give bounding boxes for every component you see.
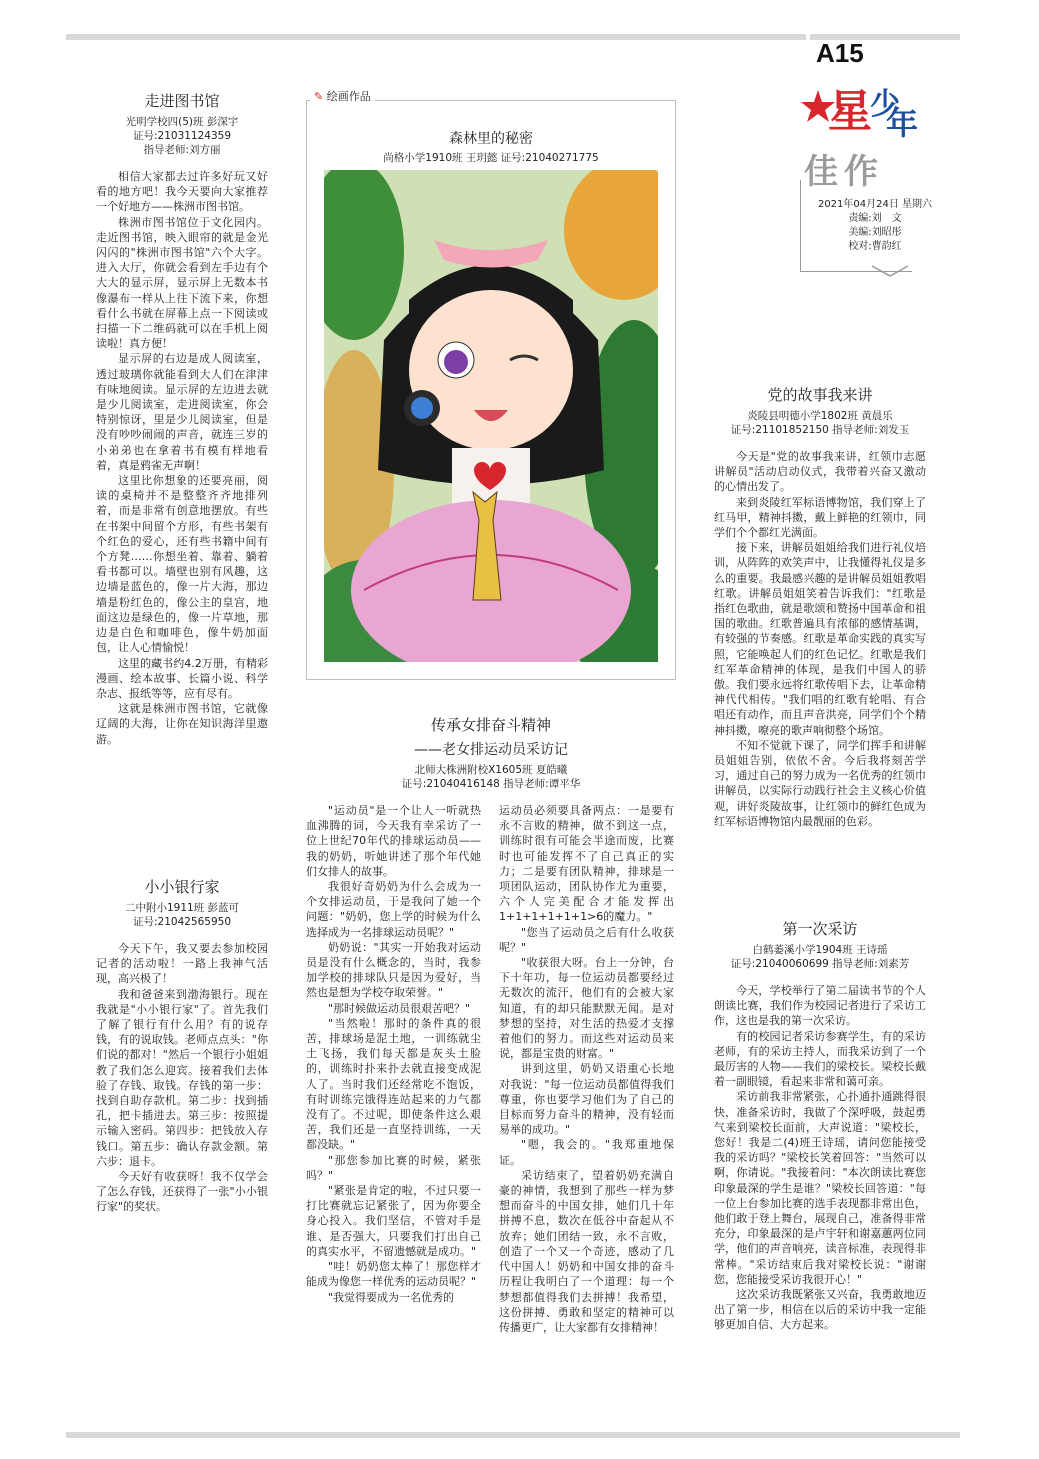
paragraph: "当然啦！那时的条件真的很苦，排球场是泥土地，一训练就尘土飞扬，我们每天都是灰头土脸的，训练时扑来扑去就直接变成泥人了。当时我们还经常吃不饱饭，有时训练完饿得连站起来的力气都没有了。不过呢，即使条件这么艰苦，我们还是一直坚持训练，一天都没缺。"	[306, 1016, 481, 1152]
paragraph: 采访结束了，望着奶奶充满自豪的神情，我想到了那些一样为梦想而奋斗的中国女排，她们几十年拼搏不息，数次在低谷中奋起从不放弃；她们团结一致，永不言败，创造了一个又一个奇迹，感动了几代中国人！奶奶和中国女排的奋斗历程让我明白了一个道理：每一个梦想都值得我们去拼搏！我希望，这份拼搏、勇敢和坚定的精神可以传播更广，让大家都有女排精神！	[499, 1168, 674, 1334]
pencil-icon: ✎	[314, 90, 324, 103]
painting-byline: 尚格小学1910班 王玥懿 证号:21040271775	[383, 152, 599, 164]
article-title: 党的故事我来讲	[767, 386, 873, 404]
article-id: 证号:21031124359	[132, 130, 232, 142]
bottom-rule	[66, 1432, 960, 1438]
paragraph: 今天是"党的故事我来讲，红领巾志愿讲解员"活动启动仪式，我带着兴奋又激动的心情出发了。	[714, 450, 926, 494]
paragraph: "您当了运动员之后有什么收获呢？"	[499, 925, 674, 954]
paragraph: 今天，学校举行了第二届读书节的个人朗读比赛，我们作为校园记者进行了采访工作，这也是我的第一次采访。	[714, 984, 926, 1028]
paragraph: 这就是株洲市图书馆，它就像辽阔的大海，让你在知识海洋里遨游。	[96, 702, 268, 746]
paragraph: "运动员"是一个让人一听就热血沸腾的词，今天我有幸采访了一位上世纪70年代的排球运动员——我的奶奶，听她讲述了那个年代她们女排人的故事。	[306, 804, 481, 878]
article-author: 二中附小1911班 彭蓝可	[124, 902, 240, 914]
paragraph: 这里比你想象的还要亮丽，阅读的桌椅并不是整整齐齐地排列着，而是非常有创意地摆放。有些在书架中间留个方形，有些书架有个红色的爱心，还有些书籍中间有个方凳……你想坐着、靠着、躺着看书都可以。墙壁也别有风趣，这边墙是蓝色的，像一片大海，那边墙是粉红色的，像公主的皇宫，地面这边是绿色的，像一片草地，那边是白色和咖啡色，像牛奶加面包，让人心情愉悦！	[96, 474, 268, 655]
paragraph: 讲到这里，奶奶又语重心长地对我说："每一位运动员都值得我们尊重，你也要学习他们为了自己的目标而努力奋斗的精神，没有轻而易举的成功。"	[499, 1062, 674, 1137]
svg-text:少: 少	[870, 87, 900, 122]
paragraph: 接下来，讲解员姐姐给我们进行礼仪培训，从阵阵的欢笑声中，让我懂得礼仪是多么的重要。我最感兴趣的是讲解员姐姐教唱红歌。讲解员姐姐笑着告诉我们："红歌是指红色歌曲，就是歌颂和赞扬中国革命和祖国的歌曲。红歌普遍具有浓郁的感情基调，有较强的节奏感。红歌是革命实践的真实写照，它能唤起人们的红色记忆。红歌是我们红军革命精神的体现，是我们中国人的骄傲。我们要永远将红歌传唱下去，让革命精神代代相传。"我们唱的红歌有轮唱、有合唱还有动作，而且声音洪亮，同学们个个精神抖擞，嘹亮的歌声响彻整个场馆。	[714, 541, 926, 737]
article-id-teacher: 证号:21040060699 指导老师:刘素芳	[730, 958, 910, 970]
article-banker	[96, 876, 268, 1215]
chevron-down-icon	[870, 264, 910, 278]
article-volleyball	[306, 714, 676, 1335]
paragraph: "紧张是肯定的啦，不过只要一打比赛就忘记紧张了，因为你要全身心投入。我们坚信，不管对手是谁、是否强大，只要我们打出自己的真实水平，不留遗憾就是成功。"	[306, 1184, 481, 1258]
paragraph: "我觉得要成为一名优秀的	[328, 1290, 455, 1304]
paragraph: 今天好有收获呀！我不仅学会了怎么存钱，还获得了一张"小小银行家"的奖状。	[96, 1170, 268, 1214]
paragraph: 有的校园记者采访参赛学生，有的采访老师，有的采访主持人，而我采访到了一个最厉害的人物——我们的梁校长。梁校长戴着一副眼镜，看起来非常和蔼可亲。	[714, 1029, 926, 1089]
article-id: 证号:21042565950	[132, 916, 232, 928]
paragraph: 运动员必须要具备两点：一是要有永不言败的精神，做不到这一点，训练时很有可能会半途而废，比赛时也可能发挥不了自己真正的实力；二是要有团队精神，排球是一项团队运动，团队协作尤为重要，六个人完美配合才能发挥出1+1+1+1+1+1>6的魔力。"	[499, 804, 674, 924]
paragraph: 今天下午，我又要去参加校园记者的活动啦！一路上我神气活现，高兴极了！	[96, 942, 268, 986]
top-rule	[66, 34, 806, 40]
svg-text:星少年: 星少年	[800, 76, 803, 77]
article-id-teacher: 证号:21101852150 指导老师:刘发玉	[730, 424, 910, 436]
painting-tag: ✎ 绘画作品	[310, 88, 375, 104]
xing-shao-nian-logo-icon	[800, 76, 920, 138]
edition-info	[790, 198, 960, 254]
svg-text:年: 年	[886, 104, 919, 138]
article-party	[714, 384, 926, 829]
article-author: 北师大株洲附校X1605班 夏皓曦	[414, 764, 568, 776]
page-number: A15	[816, 38, 864, 68]
paragraph: 相信大家都去过许多好玩又好看的地方吧！我今天要向大家推荐一个好地方——株洲市图书馆。	[96, 170, 268, 214]
paragraph: "哇！奶奶您太棒了！那您样才能成为像您一样优秀的运动员呢？"	[306, 1260, 481, 1289]
designer-credit: 美编:刘昭彤	[848, 227, 902, 238]
paragraph: 来到炎陵红军标语博物馆，我们穿上了红马甲，精神抖擞，戴上鲜艳的红领巾，同学们个个都红光满面。	[714, 495, 926, 540]
proofreader-credit: 校对:曹韵红	[848, 241, 902, 252]
article-teacher: 指导老师:刘方丽	[143, 144, 221, 156]
paragraph: "那时候做运动员很艰苦吧？"	[328, 1001, 471, 1015]
section-title: 佳作	[804, 152, 884, 192]
paragraph: 奶奶说："其实一开始我对运动员是没有什么概念的，当时，我参加学校的排球队只是因为爱好，当然也是想为学校夺取荣誉。"	[306, 940, 481, 1000]
article-title: 走进图书馆	[144, 92, 220, 110]
column-left	[306, 803, 481, 1335]
paragraph: "那您参加比赛的时候，紧张吗？"	[306, 1153, 481, 1182]
paragraph: 我和爸爸来到渤海银行。现在我就是"小小银行家"了。首先我们了解了银行有什么用？有的说存钱，有的说取钱。老师点点头："你们说的都对！"然后一个银行小姐姐教了我们怎么迎宾。接着我们去体验了存钱、取钱。存钱的第一步：找到自助存款机。第二步：找到插孔，把卡插进去。第三步：按照提示输入密码。第四步：把钱放入存钱口。第五步：确认存款金额。第六步：退卡。	[96, 987, 268, 1168]
article-author: 炎陵县明德小学1802班 黄晨乐	[747, 410, 893, 422]
article-subtitle: ——老女排运动员采访记	[414, 742, 568, 758]
article-body	[306, 803, 676, 1335]
svg-text:星: 星	[828, 86, 872, 137]
article-id-teacher: 证号:21040416148 指导老师:谭平华	[401, 778, 581, 790]
article-title: 传承女排奋斗精神	[430, 716, 551, 734]
issue-date: 2021年04月24日 星期六	[817, 199, 933, 210]
article-library	[96, 90, 268, 747]
article-body	[714, 449, 926, 829]
paragraph: 这次采访我既紧张又兴奋，我勇敢地迈出了第一步，相信在以后的采访中我一定能够更加自信、大方起来。	[714, 1288, 926, 1332]
article-body	[96, 169, 268, 747]
paragraph: "嗯，我会的。"我郑重地保证。	[499, 1138, 674, 1167]
article-body	[714, 983, 926, 1333]
paragraph: "收获很大呀。台上一分钟，台下十年功，每一位运动员都要经过无数次的流汗，他们有的会被大家知道，有的却只能默默无闻。是对梦想的坚持，对生活的热爱才支撑着他们的努力。而这些对运动员来说，都是宝贵的财富。"	[499, 956, 674, 1061]
article-author: 白鹤萎溪小学1904班 王诗瑶	[752, 944, 888, 956]
paragraph: 不知不觉就下课了，同学们挥手和讲解员姐姐告别，依依不舍。今后我将刻苦学习，通过自己的努力成为一名优秀的红领巾讲解员，以实际行动践行社会主义核心价值观，讲好炎陵故事，让红领巾的鲜红色成为红军标语博物馆内最靓丽的色彩。	[714, 738, 926, 828]
article-title: 第一次采访	[782, 920, 858, 938]
paragraph: 株洲市图书馆位于文化园内。走近图书馆，映入眼帘的就是金光闪闪的"株洲市图书馆"六个大字。进入大厅，你就会看到左手边有个大大的显示屏，显示屏上无数本书像瀑布一样从上往下流下来，你想看什么书就在屏幕上点一下阅读或扫描一下二维码就可以在手机上阅读啦！真方便！	[96, 215, 268, 351]
painting-title: 森林里的秘密	[449, 131, 533, 147]
editor-credit: 责编:刘 文	[848, 213, 902, 224]
paragraph: 显示屏的右边是成人阅读室，透过玻璃你就能看到大人们在津津有味地阅读。显示屏的左边进去就是少儿阅读室，走进阅读室，你会特别惊讶，里是少儿阅读室，但是没有吵吵闹闹的声音，就连三岁的小弟弟也在拿着书有模有样地看着，真是鸦雀无声啊！	[96, 352, 268, 472]
column-right	[499, 803, 674, 1335]
painting-image	[324, 170, 658, 662]
article-title: 小小银行家	[144, 878, 220, 896]
paragraph: 采访前我非常紧张，心扑通扑通跳得很快，准备采访时，我做了个深呼吸，鼓起勇气来到梁校长面前，大声说道："梁校长，您好！我是二(4)班王诗瑶，请问您能接受我的采访吗？"梁校长笑着回答："当然可以啊，你请说。"我接着问："本次朗读比赛您印象最深的学生是谁？"梁校长回答道："每一位上台参加比赛的选手表现都非常出色，他们敢于登上舞台，展现自己，准备得非常充分，印象最深的是卢宇轩和谢嘉蕙两位同学，他们的声音响亮，读音标准，表现得非常棒。"采访结束后我对梁校长说："谢谢您，您能接受采访我很开心！"	[714, 1090, 926, 1286]
article-body	[96, 941, 268, 1215]
paragraph: 我很好奇奶奶为什么会成为一个女排运动员，于是我问了她一个问题："奶奶，您上学的时候为什么选择成为一名排球运动员呢？"	[306, 880, 481, 939]
article-interview	[714, 918, 926, 1333]
article-author: 光明学校四(5)班 彭深宇	[125, 116, 239, 128]
paragraph: 这里的藏书约4.2万册，有精彩漫画、绘本故事、长篇小说、科学杂志、报纸等等，应有尽有。	[96, 656, 268, 700]
